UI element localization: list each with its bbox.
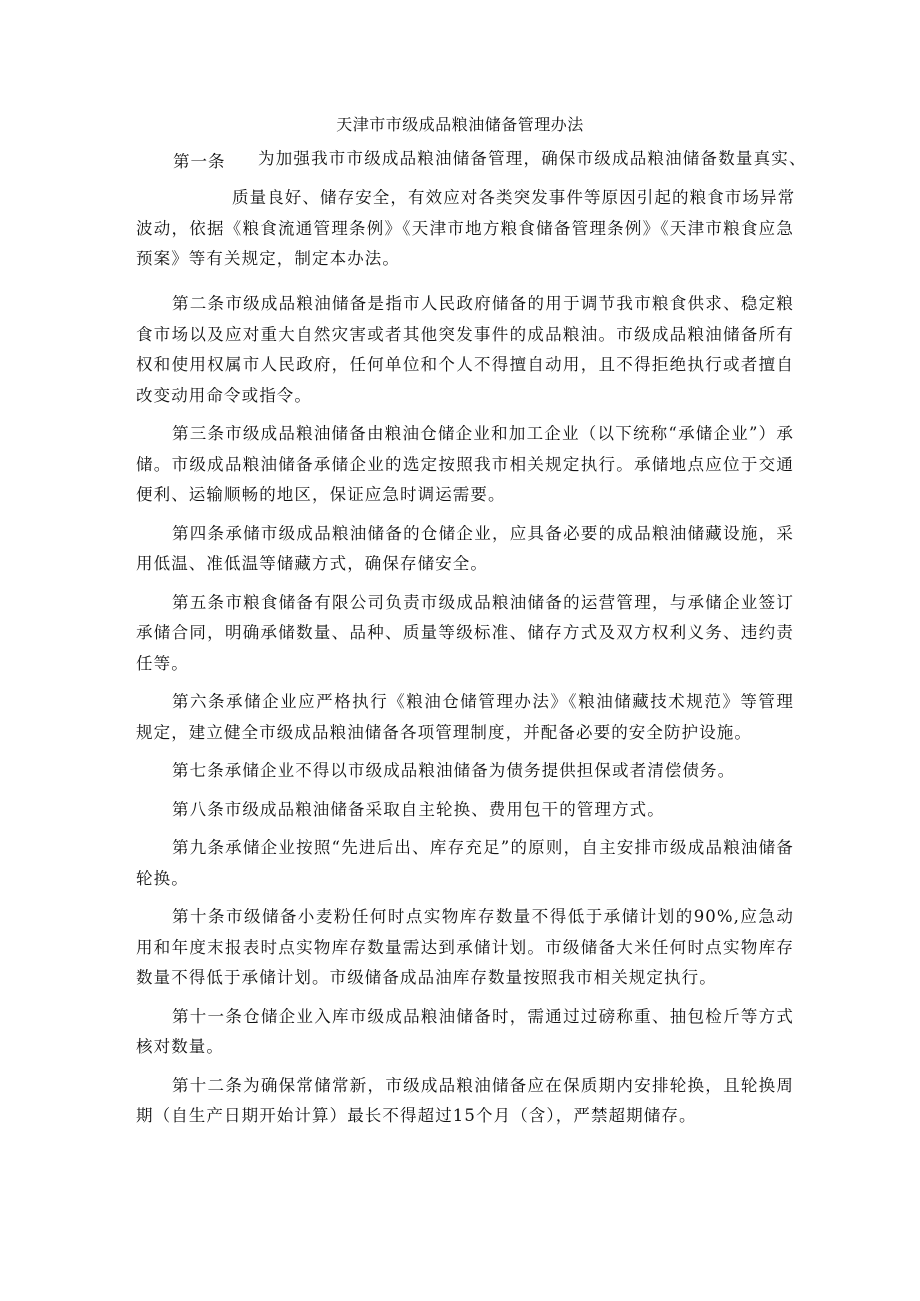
document-title: 天津市市级成品粮油储备管理办法 [336, 115, 584, 134]
article-5: 第五条市粮食储备有限公司负责市级成品粮油储备的运营管理，与承储企业签订承储合同，明确承储数量、品种、质量等级标准、储存方式及双方权利义务、违约责任等。 [136, 592, 794, 673]
article-1-line-2: 质量良好、储存安全，有效应对各类突发事件等原因引起的粮食市场异常 [232, 188, 796, 207]
article-1-remainder: 波动，依据《粮食流通管理条例》《天津市地方粮食储备管理条例》《天津市粮食应急预案》等有关规定，制定本办法。 [136, 218, 794, 268]
article-1-line-1: 为加强我市市级成品粮油储备管理，确保市级成品粮油储备数量真实、 [258, 149, 807, 168]
article-9: 第九条承储企业按照“先进后出、库存充足”的原则，自主安排市级成品粮油储备轮换。 [136, 838, 794, 888]
article-1-continuation [136, 183, 794, 275]
article-2: 第二条市级成品粮油储备是指市人民政府储备的用于调节我市粮食供求、稳定粮食市场以及应对重大自然灾害或者其他突发事件的成品粮油。市级成品粮油储备所有权和使用权属市人民政府，任何单位和个人不得擅自动用，且不得拒绝执行或者擅自改变动用命令或指令。 [136, 294, 794, 405]
articles-body [136, 289, 794, 1140]
article-10: 第十条市级储备小麦粉任何时点实物库存数量不得低于承储计划的90%,应急动用和年度末报表时点实物库存数量需达到承储计划。市级储备大米任何时点实物库存数量不得低于承储计划。市级储备成品油库存数量按照我市相关规定执行。 [136, 907, 794, 987]
article-11: 第十一条仓储企业入库市级成品粮油储备时，需通过过磅称重、抽包检斤等方式核对数量。 [136, 1006, 794, 1056]
article-4: 第四条承储市级成品粮油储备的仓储企业，应具备必要的成品粮油储藏设施，采用低温、准低温等储藏方式，确保存储安全。 [136, 523, 794, 573]
article-7: 第七条承储企业不得以市级成品粮油储备为债务提供担保或者清偿债务。 [172, 761, 736, 780]
article-12: 第十二条为确保常储常新，市级成品粮油储备应在保质期内安排轮换，且轮换周期（自生产日期开始计算）最长不得超过15个月（含），严禁超期储存。 [136, 1075, 794, 1125]
article-6: 第六条承储企业应严格执行《粮油仓储管理办法》《粮油储藏技术规范》等管理规定，建立健全市级成品粮油储备各项管理制度，并配备必要的安全防护设施。 [136, 692, 794, 742]
article-1-heading: 第一条 [173, 152, 226, 171]
article-3: 第三条市级成品粮油储备由粮油仓储企业和加工企业（以下统称“承储企业”）承储。市级成品粮油储备承储企业的选定按照我市相关规定执行。承储地点应位于交通便利、运输顺畅的地区，保证应急时调运需要。 [136, 424, 794, 504]
article-8: 第八条市级成品粮油储备采取自主轮换、费用包干的管理方式。 [172, 799, 665, 819]
